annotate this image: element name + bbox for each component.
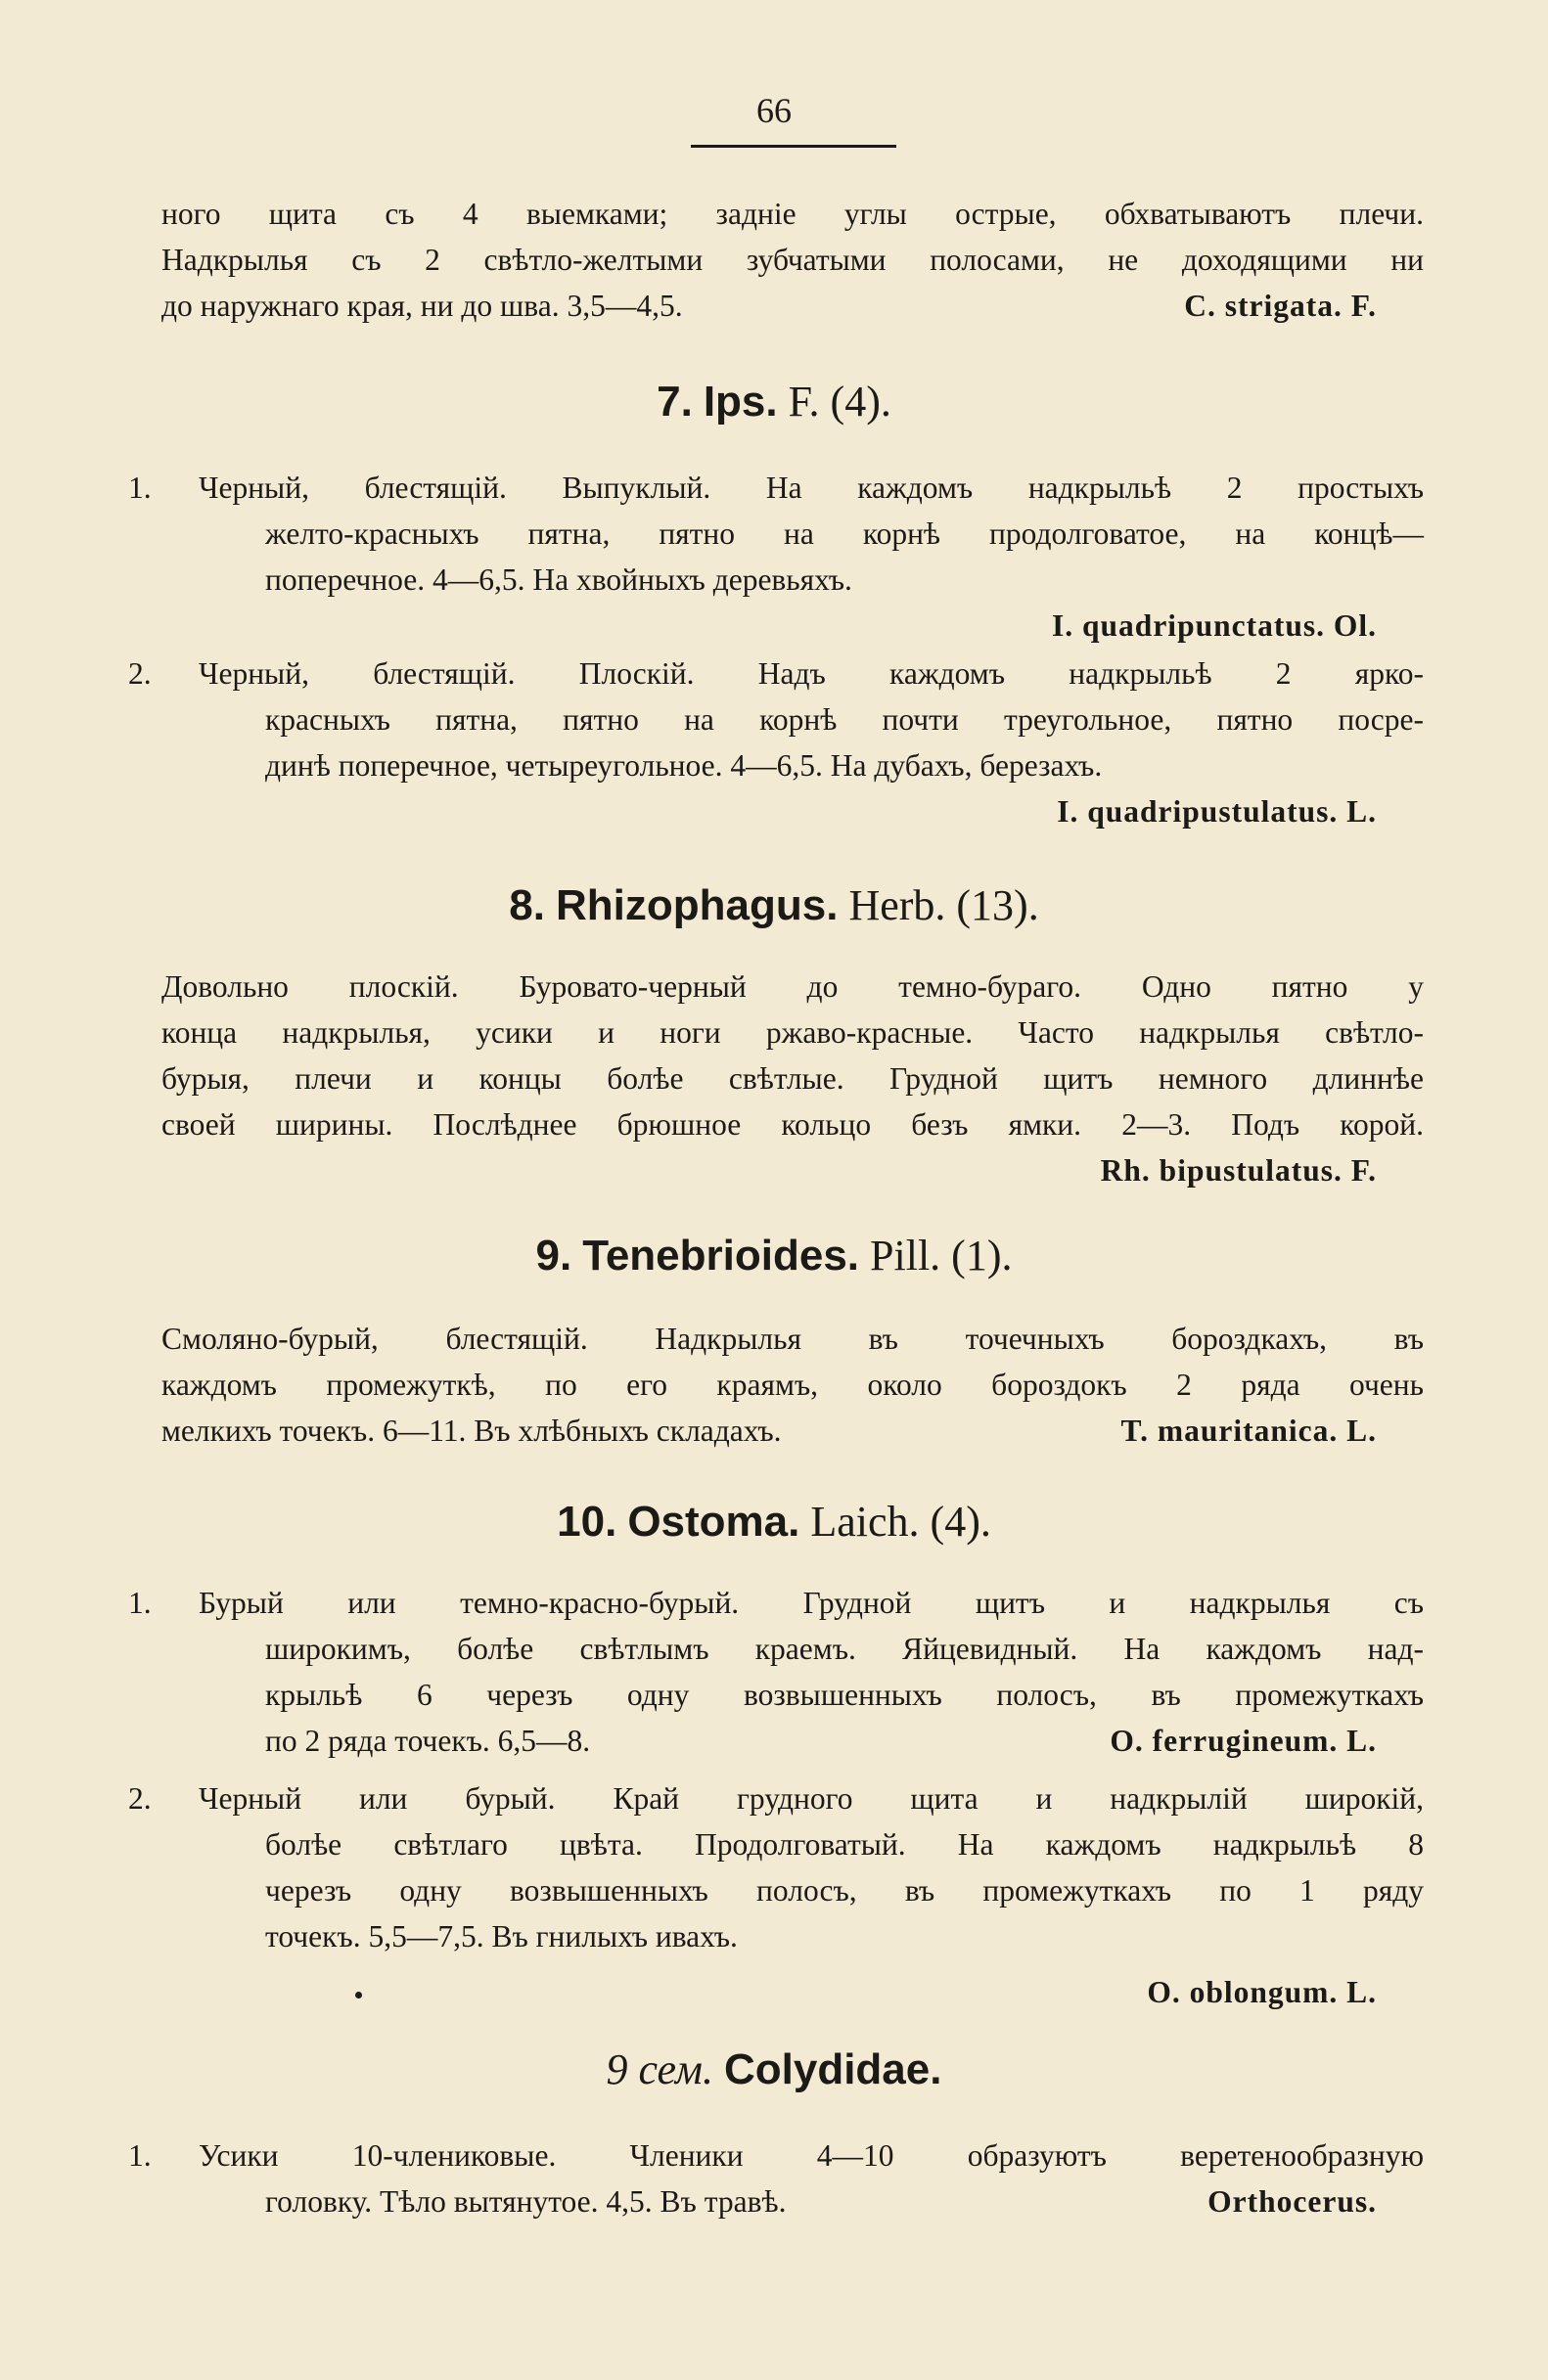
genus-heading: 10. Ostoma. Laich. (4). — [557, 1498, 991, 1546]
genus-heading: 9. Tenebrioides. Pill. (1). — [535, 1232, 1013, 1280]
text-line: каждомъ промежуткѣ, по его краямъ, около бороздокъ 2 ряда очень — [161, 1368, 1424, 1402]
genus-name: Ips. — [703, 378, 778, 426]
text-line: широкимъ, болѣе свѣтлымъ краемъ. Яйцевидный. На каждомъ над- — [265, 1632, 1424, 1666]
text-line: 2. Черный, блестящій. Плоскій. Надъ каждомъ надкрыльѣ 2 ярко- — [128, 651, 1424, 696]
species-name: Rh. bipustulatus. F. — [1100, 1153, 1377, 1188]
page-number-rule — [691, 145, 896, 148]
key-item — [128, 2133, 1424, 2224]
text-line: своей ширины. Послѣднее брюшное кольцо безъ ямки. 2—3. Подъ корой. — [161, 1107, 1424, 1142]
family-heading — [0, 2044, 1548, 2094]
page-number: 66 — [756, 91, 792, 130]
text-line: 1. Черный, блестящій. Выпуклый. На каждомъ надкрыльѣ 2 простыхъ — [128, 465, 1424, 511]
ink-speck — [355, 1992, 362, 1998]
text-line: бурыя, плечи и концы болѣе свѣтлые. Грудной щитъ немного длиннѣе — [161, 1061, 1424, 1096]
text-line: Смоляно-бурый, блестящій. Надкрылья въ точечныхъ бороздкахъ, въ — [161, 1322, 1424, 1356]
text-line: черезъ одну возвышенныхъ полосъ, въ промежуткахъ по 1 ряду — [265, 1873, 1424, 1908]
item-number: 2. — [128, 1781, 152, 1816]
key-item — [128, 1580, 1424, 1764]
species-name: I. quadripustulatus. L. — [1057, 794, 1377, 829]
text-line: точекъ. 5,5—7,5. Въ гнилыхъ ивахъ. — [265, 1919, 738, 1953]
item-number: 1. — [128, 1586, 152, 1620]
text-line: желто-красныхъ пятна, пятно на корнѣ продолговатое, на концѣ— — [265, 516, 1424, 551]
species-name: O. oblongum. L. — [1147, 1975, 1377, 2009]
text-line: 2. Черный или бурый. Край грудного щита и надкрылій широкій, — [128, 1775, 1424, 1821]
text-line: 1. Бурый или темно-красно-бурый. Грудной щитъ и надкрылья съ — [128, 1580, 1424, 1626]
text-line: крыльѣ 6 черезъ одну возвышенныхъ полосъ, въ промежуткахъ — [265, 1678, 1424, 1712]
genus-name: Ostoma. — [627, 1498, 800, 1546]
species-name: C. strigata. F. — [1184, 289, 1377, 323]
text-line: Довольно плоскій. Буровато-черный до темно-бураго. Одно пятно у — [161, 969, 1424, 1004]
genus-author: Laich. (4). — [810, 1498, 991, 1546]
text-line: поперечное. 4—6,5. На хвойныхъ деревьяхъ. — [265, 562, 852, 597]
item-number: 1. — [128, 471, 152, 505]
text-line: ного щита съ 4 выемками; задніе углы острые, обхватываютъ плечи. — [161, 197, 1424, 231]
intro-paragraph — [161, 191, 1424, 329]
species-name: T. mauritanica. L. — [1120, 1414, 1377, 1448]
text-line: Надкрылья съ 2 свѣтло-желтыми зубчатыми полосами, не доходящими ни — [161, 243, 1424, 277]
family-label: 9 сем. — [606, 2045, 713, 2093]
genus-author: F. (4). — [788, 378, 891, 426]
item-number: 2. — [128, 656, 152, 691]
text-line: по 2 ряда точекъ. 6,5—8. O. ferrugineum. L. — [265, 1718, 1424, 1764]
text-line: болѣе свѣтлаго цвѣта. Продолговатый. На каждомъ надкрыльѣ 8 — [265, 1827, 1424, 1862]
description-paragraph — [161, 1316, 1424, 1454]
item-number: 1. — [128, 2138, 152, 2173]
key-item — [128, 651, 1424, 834]
description-paragraph — [161, 964, 1424, 1193]
text-line: головку. Тѣло вытянутое. 4,5. Въ травѣ. Orthocerus. — [265, 2178, 1424, 2224]
key-item — [128, 465, 1424, 649]
genus-result: Orthocerus. — [1207, 2184, 1377, 2219]
genus-author: Pill. (1). — [870, 1232, 1013, 1280]
text-line: красныхъ пятна, пятно на корнѣ почти треугольное, пятно посре- — [265, 702, 1424, 737]
species-name: I. quadripunctatus. Ol. — [1052, 608, 1377, 643]
genus-name: Rhizophagus. — [556, 881, 839, 929]
genus-heading: 7. Ips. F. (4). — [657, 378, 891, 426]
text-line: конца надкрылья, усики и ноги ржаво-красные. Часто надкрылья свѣтло- — [161, 1015, 1424, 1050]
text-line: 1. Усики 10-члениковые. Членики 4—10 образуютъ веретенообразную — [128, 2133, 1424, 2178]
text-line: мелкихъ точекъ. 6—11. Въ хлѣбныхъ складахъ. T. mauritanica. L. — [161, 1408, 1424, 1454]
text-line: до наружнаго края, ни до шва. 3,5—4,5. C. strigata. F. — [161, 283, 1424, 329]
family-name: Colydidae. — [723, 2045, 942, 2093]
species-name: O. ferrugineum. L. — [1110, 1724, 1377, 1758]
genus-heading: 8. Rhizophagus. Herb. (13). — [509, 881, 1039, 929]
genus-name: Tenebrioides. — [582, 1232, 860, 1280]
key-item — [128, 1775, 1424, 2015]
genus-author: Herb. (13). — [848, 881, 1039, 929]
text-line: динѣ поперечное, четыреугольное. 4—6,5. На дубахъ, березахъ. — [265, 748, 1103, 783]
